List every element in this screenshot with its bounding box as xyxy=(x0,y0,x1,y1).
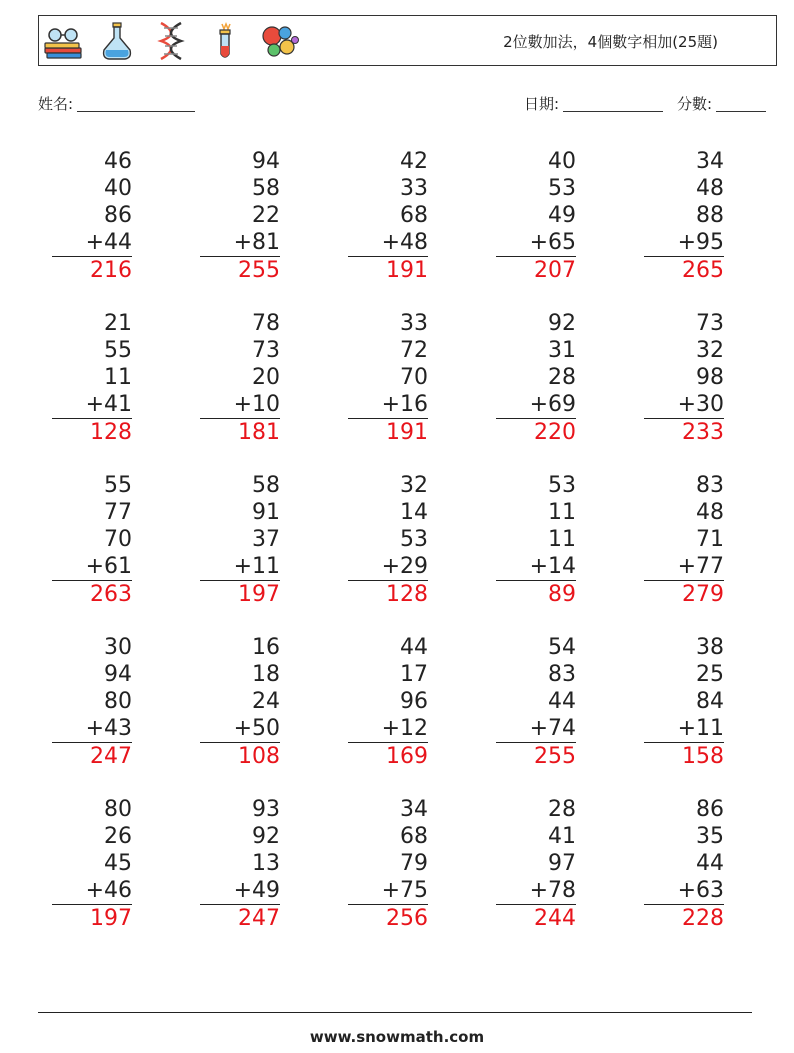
addend: 54 xyxy=(548,635,576,660)
addend: 18 xyxy=(252,662,280,687)
addend-with-plus: +81 xyxy=(200,229,280,257)
addend: 58 xyxy=(252,473,280,498)
problem-4 xyxy=(496,148,576,284)
addend-with-plus: +63 xyxy=(644,877,724,905)
answer[interactable]: 279 xyxy=(682,582,724,607)
answer[interactable]: 216 xyxy=(90,258,132,283)
header-icons xyxy=(43,20,299,62)
addend-with-plus: +49 xyxy=(200,877,280,905)
addend-with-plus: +44 xyxy=(52,229,132,257)
problem-12 xyxy=(200,472,280,608)
addend-with-plus: +29 xyxy=(348,553,428,581)
footer-site: www.snowmath.com xyxy=(309,1028,485,1046)
addend-with-plus: +69 xyxy=(496,391,576,419)
addend: 44 xyxy=(548,689,576,714)
answer[interactable]: 169 xyxy=(386,744,428,769)
addend: 68 xyxy=(400,824,428,849)
addend: 68 xyxy=(400,203,428,228)
addend-with-plus: +30 xyxy=(644,391,724,419)
answer[interactable]: 255 xyxy=(534,744,576,769)
addend: 40 xyxy=(548,149,576,174)
addend: 28 xyxy=(548,365,576,390)
addend: 44 xyxy=(400,635,428,660)
problem-1 xyxy=(52,148,132,284)
flask-icon xyxy=(97,20,137,62)
addend: 73 xyxy=(696,311,724,336)
addend: 22 xyxy=(252,203,280,228)
date-label: 日期: xyxy=(524,95,560,113)
addend-with-plus: +95 xyxy=(644,229,724,257)
problem-22 xyxy=(200,796,280,932)
addend: 32 xyxy=(696,338,724,363)
name-label: 姓名: xyxy=(38,95,74,113)
addend: 40 xyxy=(104,176,132,201)
header-box xyxy=(38,15,777,66)
problem-9 xyxy=(496,310,576,446)
addend: 70 xyxy=(400,365,428,390)
addend: 98 xyxy=(696,365,724,390)
addend: 53 xyxy=(548,473,576,498)
addend: 28 xyxy=(548,797,576,822)
problem-14 xyxy=(496,472,576,608)
worksheet-title: 2位數加法，4個數字相加(25題) xyxy=(503,33,718,51)
addend-with-plus: +11 xyxy=(644,715,724,743)
addend: 33 xyxy=(400,311,428,336)
score-field xyxy=(677,93,766,114)
addend: 20 xyxy=(252,365,280,390)
addend: 48 xyxy=(696,500,724,525)
footer-divider xyxy=(38,1012,752,1013)
addend: 96 xyxy=(400,689,428,714)
answer[interactable]: 263 xyxy=(90,582,132,607)
answer[interactable]: 197 xyxy=(90,906,132,931)
addend: 31 xyxy=(548,338,576,363)
addend: 34 xyxy=(400,797,428,822)
answer[interactable]: 228 xyxy=(682,906,724,931)
problem-8 xyxy=(348,310,428,446)
addend-with-plus: +75 xyxy=(348,877,428,905)
addend-with-plus: +50 xyxy=(200,715,280,743)
addend: 17 xyxy=(400,662,428,687)
answer[interactable]: 191 xyxy=(386,420,428,445)
addend-with-plus: +11 xyxy=(200,553,280,581)
addend: 25 xyxy=(696,662,724,687)
answer[interactable]: 244 xyxy=(534,906,576,931)
problem-10 xyxy=(644,310,724,446)
addend-with-plus: +16 xyxy=(348,391,428,419)
addend: 97 xyxy=(548,851,576,876)
problem-17 xyxy=(200,634,280,770)
addend: 11 xyxy=(548,527,576,552)
addend: 21 xyxy=(104,311,132,336)
answer[interactable]: 181 xyxy=(238,420,280,445)
addend: 13 xyxy=(252,851,280,876)
addend-with-plus: +46 xyxy=(52,877,132,905)
addend: 33 xyxy=(400,176,428,201)
addend: 58 xyxy=(252,176,280,201)
addend: 34 xyxy=(696,149,724,174)
answer[interactable]: 108 xyxy=(238,744,280,769)
problem-13 xyxy=(348,472,428,608)
problem-5 xyxy=(644,148,724,284)
addend: 91 xyxy=(252,500,280,525)
name-field xyxy=(38,93,195,114)
problem-15 xyxy=(644,472,724,608)
problem-21 xyxy=(52,796,132,932)
addend: 24 xyxy=(252,689,280,714)
goggles-books-icon xyxy=(43,20,83,62)
date-field xyxy=(524,93,663,114)
addend: 30 xyxy=(104,635,132,660)
test-tube-icon xyxy=(205,20,245,62)
addend: 37 xyxy=(252,527,280,552)
answer[interactable]: 265 xyxy=(682,258,724,283)
problem-6 xyxy=(52,310,132,446)
answer[interactable]: 89 xyxy=(548,582,576,607)
addend: 14 xyxy=(400,500,428,525)
problem-7 xyxy=(200,310,280,446)
addend-with-plus: +12 xyxy=(348,715,428,743)
addend-with-plus: +74 xyxy=(496,715,576,743)
answer[interactable]: 158 xyxy=(682,744,724,769)
addend: 48 xyxy=(696,176,724,201)
addend-with-plus: +77 xyxy=(644,553,724,581)
addend: 80 xyxy=(104,689,132,714)
addend: 71 xyxy=(696,527,724,552)
addend: 16 xyxy=(252,635,280,660)
problem-24 xyxy=(496,796,576,932)
problem-25 xyxy=(644,796,724,932)
score-line[interactable] xyxy=(716,97,766,112)
answer[interactable]: 128 xyxy=(386,582,428,607)
addend: 53 xyxy=(548,176,576,201)
addend: 77 xyxy=(104,500,132,525)
addend: 11 xyxy=(104,365,132,390)
answer[interactable]: 256 xyxy=(386,906,428,931)
answer[interactable]: 128 xyxy=(90,420,132,445)
problem-23 xyxy=(348,796,428,932)
problem-18 xyxy=(348,634,428,770)
addend: 78 xyxy=(252,311,280,336)
addend: 53 xyxy=(400,527,428,552)
addend: 94 xyxy=(252,149,280,174)
addend: 26 xyxy=(104,824,132,849)
problem-20 xyxy=(644,634,724,770)
addend: 55 xyxy=(104,338,132,363)
addend-with-plus: +78 xyxy=(496,877,576,905)
addend: 80 xyxy=(104,797,132,822)
addend: 84 xyxy=(696,689,724,714)
problem-19 xyxy=(496,634,576,770)
answer[interactable]: 191 xyxy=(386,258,428,283)
addend-with-plus: +43 xyxy=(52,715,132,743)
addend-with-plus: +61 xyxy=(52,553,132,581)
problem-11 xyxy=(52,472,132,608)
answer[interactable]: 233 xyxy=(682,420,724,445)
problem-16 xyxy=(52,634,132,770)
addend: 88 xyxy=(696,203,724,228)
answer[interactable]: 220 xyxy=(534,420,576,445)
addend-with-plus: +65 xyxy=(496,229,576,257)
score-label: 分數: xyxy=(677,95,713,113)
addend: 92 xyxy=(548,311,576,336)
addend: 92 xyxy=(252,824,280,849)
problem-2 xyxy=(200,148,280,284)
answer[interactable]: 247 xyxy=(90,744,132,769)
addend-with-plus: +10 xyxy=(200,391,280,419)
answer[interactable]: 247 xyxy=(238,906,280,931)
addend: 38 xyxy=(696,635,724,660)
name-line[interactable] xyxy=(77,97,195,112)
addend: 44 xyxy=(696,851,724,876)
addend: 86 xyxy=(104,203,132,228)
addend: 42 xyxy=(400,149,428,174)
addend: 70 xyxy=(104,527,132,552)
addend: 86 xyxy=(696,797,724,822)
addend: 83 xyxy=(548,662,576,687)
addend: 94 xyxy=(104,662,132,687)
answer[interactable]: 197 xyxy=(238,582,280,607)
addend: 83 xyxy=(696,473,724,498)
addend-with-plus: +14 xyxy=(496,553,576,581)
addend: 93 xyxy=(252,797,280,822)
addend-with-plus: +48 xyxy=(348,229,428,257)
date-line[interactable] xyxy=(563,97,663,112)
addend: 55 xyxy=(104,473,132,498)
addend: 35 xyxy=(696,824,724,849)
addend: 73 xyxy=(252,338,280,363)
addend: 45 xyxy=(104,851,132,876)
addend: 49 xyxy=(548,203,576,228)
addend: 46 xyxy=(104,149,132,174)
molecule-icon xyxy=(259,20,299,62)
answer[interactable]: 255 xyxy=(238,258,280,283)
addend-with-plus: +41 xyxy=(52,391,132,419)
addend: 41 xyxy=(548,824,576,849)
answer[interactable]: 207 xyxy=(534,258,576,283)
addend: 79 xyxy=(400,851,428,876)
problem-3 xyxy=(348,148,428,284)
dna-icon xyxy=(151,20,191,62)
addend: 32 xyxy=(400,473,428,498)
addend: 72 xyxy=(400,338,428,363)
addend: 11 xyxy=(548,500,576,525)
